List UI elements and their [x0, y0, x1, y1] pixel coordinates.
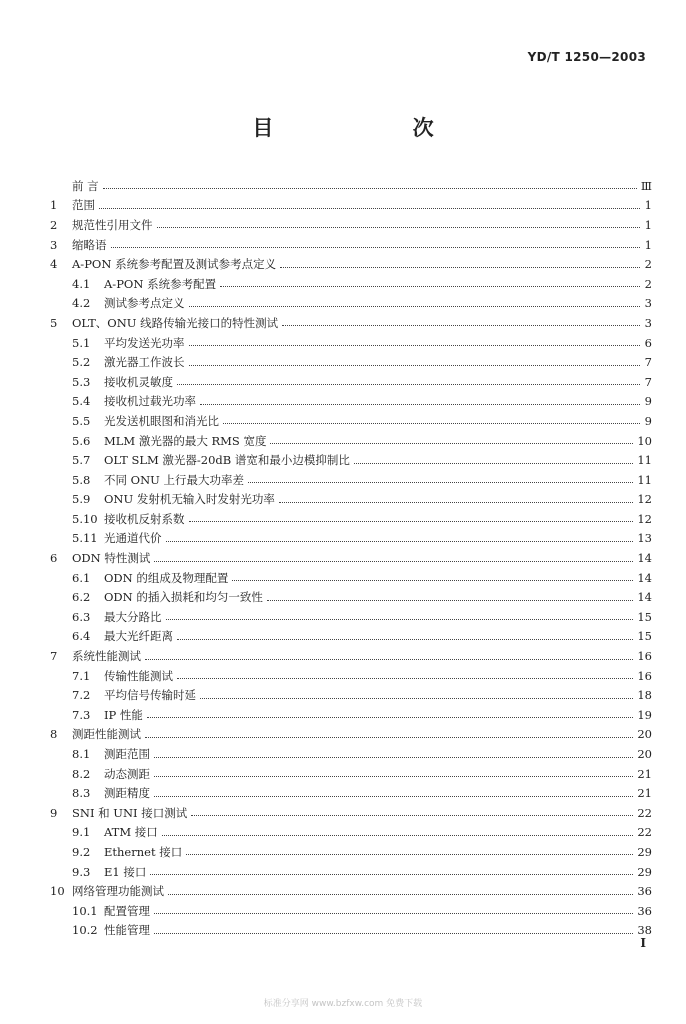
toc-dot-leader — [200, 404, 640, 405]
toc-entry — [50, 313, 652, 333]
toc-entry-number: 6 — [50, 551, 58, 566]
toc-entry — [50, 333, 652, 353]
toc-entry — [50, 235, 652, 255]
toc-entry-page: 16 — [637, 668, 652, 683]
toc-entry-number: 5.7 — [72, 453, 91, 468]
toc-entry — [50, 783, 652, 803]
toc-entry-number: 7.2 — [72, 688, 91, 703]
toc-dot-leader — [189, 345, 641, 346]
page-folio: Ⅰ — [640, 936, 646, 950]
toc-entry-page: 22 — [637, 825, 652, 840]
toc-entry-page: 38 — [637, 923, 652, 938]
toc-entry — [50, 490, 652, 510]
toc-entry-number: 9.1 — [72, 825, 91, 840]
toc-entry-label: 接收机灵敏度 — [104, 374, 173, 389]
toc-entry — [50, 862, 652, 882]
toc-entry — [50, 392, 652, 412]
toc-entry-page: 9 — [644, 413, 652, 428]
toc-dot-leader — [200, 698, 633, 699]
toc-entry-number: 2 — [50, 217, 58, 232]
toc-entry — [50, 725, 652, 745]
toc-entry — [50, 568, 652, 588]
toc-entry — [50, 196, 652, 216]
toc-dot-leader — [145, 659, 633, 660]
toc-entry-number: 5.8 — [72, 472, 91, 487]
toc-entry-label: 传输性能测试 — [104, 668, 173, 683]
toc-entry-number: 8 — [50, 727, 58, 742]
toc-entry — [50, 921, 652, 941]
toc-entry-number: 8.2 — [72, 766, 91, 781]
toc-entry-page: 3 — [644, 315, 652, 330]
toc-entry-label: 光发送机眼图和消光比 — [104, 413, 219, 428]
toc-entry-number: 6.3 — [72, 609, 91, 624]
toc-entry-page: 20 — [637, 727, 652, 742]
toc-entry-number: 4.1 — [72, 276, 91, 291]
toc-entry-page: 36 — [637, 884, 652, 899]
toc-entry — [50, 764, 652, 784]
toc-entry — [50, 294, 652, 314]
toc-entry-label: Ethernet 接口 — [104, 844, 183, 859]
toc-entry-label: 接收机过载光功率 — [104, 394, 196, 409]
toc-entry — [50, 254, 652, 274]
toc-entry-page: 18 — [637, 688, 652, 703]
toc-dot-leader — [177, 384, 640, 385]
toc-dot-leader — [189, 306, 641, 307]
toc-entry-number: 5.6 — [72, 433, 91, 448]
toc-entry-number: 10.1 — [72, 903, 98, 918]
toc-dot-leader — [270, 443, 633, 444]
toc-entry-label: MLM 激光器的最大 RMS 宽度 — [104, 433, 267, 448]
toc-dot-leader — [103, 188, 637, 189]
toc-entry-label: 网络管理功能测试 — [72, 884, 164, 899]
toc-dot-leader — [154, 776, 633, 777]
toc-entry-label: 缩略语 — [72, 237, 107, 252]
toc-entry-label: ONU 发射机无输入时发射光功率 — [104, 492, 275, 507]
toc-entry — [50, 215, 652, 235]
toc-entry-number: 7.3 — [72, 707, 91, 722]
toc-entry-number: 9.2 — [72, 844, 91, 859]
toc-entry-label: 测试参考点定义 — [104, 296, 185, 311]
toc-entry-page: 13 — [637, 531, 652, 546]
toc-entry-label: 激光器工作波长 — [104, 355, 185, 370]
toc-entry-page: 6 — [644, 335, 652, 350]
toc-dot-leader — [279, 502, 634, 503]
toc-entry-page: 12 — [637, 492, 652, 507]
toc-entry-number: 7.1 — [72, 668, 91, 683]
toc-entry-page: 1 — [644, 198, 652, 213]
toc-entry — [50, 352, 652, 372]
toc-entry-number: 4 — [50, 257, 58, 272]
toc-entry-page: 19 — [637, 707, 652, 722]
toc-entry-label: 性能管理 — [104, 923, 150, 938]
toc-entry — [50, 627, 652, 647]
toc-dot-leader — [166, 619, 634, 620]
toc-dot-leader — [111, 247, 641, 248]
toc-dot-leader — [145, 737, 633, 738]
toc-dot-leader — [154, 796, 633, 797]
toc-entry-number: 4.2 — [72, 296, 91, 311]
toc-dot-leader — [191, 815, 633, 816]
toc-entry-page: 12 — [637, 511, 652, 526]
toc-entry-page: 14 — [637, 590, 652, 605]
toc-entry-label: 不同 ONU 上行最大功率差 — [104, 472, 244, 487]
toc-entry-page: 16 — [637, 649, 652, 664]
toc-dot-leader — [267, 600, 633, 601]
toc-entry-page: 29 — [637, 864, 652, 879]
toc-entry-page: Ⅲ — [640, 178, 652, 193]
toc-entry-page: 9 — [644, 394, 652, 409]
toc-dot-leader — [154, 913, 633, 914]
toc-entry-page: 22 — [637, 805, 652, 820]
toc-entry-number: 5.10 — [72, 511, 98, 526]
toc-entry-page: 14 — [637, 570, 652, 585]
toc-entry — [50, 450, 652, 470]
toc-entry — [50, 881, 652, 901]
toc-entry-label: 动态测距 — [104, 766, 150, 781]
toc-entry-number: 6.1 — [72, 570, 91, 585]
toc-entry-label: ODN 特性测试 — [72, 551, 151, 566]
toc-entry — [50, 509, 652, 529]
toc-dot-leader — [154, 561, 633, 562]
toc-entry — [50, 372, 652, 392]
toc-entry — [50, 803, 652, 823]
toc-entry-page: 21 — [637, 786, 652, 801]
toc-entry — [50, 548, 652, 568]
toc-entry-label: 规范性引用文件 — [72, 217, 153, 232]
toc-entry-label: 接收机反射系数 — [104, 511, 185, 526]
toc-entry — [50, 529, 652, 549]
toc-entry-page: 1 — [644, 217, 652, 232]
toc-dot-leader — [282, 325, 640, 326]
toc-dot-leader — [354, 463, 633, 464]
toc-entry — [50, 646, 652, 666]
toc-entry-page: 29 — [637, 844, 652, 859]
toc-dot-leader — [189, 521, 634, 522]
toc-entry-number: 7 — [50, 649, 58, 664]
toc-entry — [50, 587, 652, 607]
toc-entry-label: OLT、ONU 线路传输光接口的特性测试 — [72, 315, 279, 330]
toc-entry-number: 5.9 — [72, 492, 91, 507]
toc-dot-leader — [162, 835, 634, 836]
toc-entry-label: 最大光纤距离 — [104, 629, 173, 644]
toc-entry-page: 2 — [644, 257, 652, 272]
toc-entry — [50, 685, 652, 705]
toc-entry-number: 1 — [50, 198, 58, 213]
toc-entry — [50, 666, 652, 686]
toc-dot-leader — [223, 423, 640, 424]
toc-entry-label: 平均信号传输时延 — [104, 688, 196, 703]
toc-entry-number: 5.5 — [72, 413, 91, 428]
toc-entry — [50, 470, 652, 490]
toc-entry — [50, 431, 652, 451]
toc-entry-label: IP 性能 — [104, 707, 143, 722]
toc-entry-page: 7 — [644, 374, 652, 389]
toc-entry-number: 9 — [50, 805, 58, 820]
toc-entry-label: ATM 接口 — [104, 825, 158, 840]
toc-entry-label: 配置管理 — [104, 903, 150, 918]
toc-dot-leader — [177, 639, 633, 640]
toc-entry-page: 2 — [644, 276, 652, 291]
toc-entry-page: 15 — [637, 609, 652, 624]
toc-entry-label: E1 接口 — [104, 864, 147, 879]
toc-entry — [50, 744, 652, 764]
toc-entry-number: 10.2 — [72, 923, 98, 938]
toc-entry-number: 5.1 — [72, 335, 91, 350]
toc-dot-leader — [147, 717, 633, 718]
toc-entry — [50, 274, 652, 294]
toc-entry-label: 平均发送光功率 — [104, 335, 185, 350]
toc-entry-page: 11 — [637, 472, 652, 487]
toc-dot-leader — [220, 286, 640, 287]
toc-dot-leader — [280, 267, 640, 268]
toc-dot-leader — [248, 482, 633, 483]
toc-entry-page: 7 — [644, 355, 652, 370]
toc-entry-number: 5 — [50, 315, 58, 330]
toc-entry-page: 21 — [637, 766, 652, 781]
toc-entry-page: 20 — [637, 747, 652, 762]
toc-dot-leader — [99, 208, 640, 209]
toc-entry — [50, 842, 652, 862]
toc-entry-number: 5.3 — [72, 374, 91, 389]
page-title: 目 次 — [252, 116, 500, 140]
watermark: 标准分享网 www.bzfxw.com 免费下载 — [263, 999, 423, 1009]
toc-entry-number: 6.4 — [72, 629, 91, 644]
toc-entry — [50, 176, 652, 196]
toc-entry-label: 系统性能测试 — [72, 649, 141, 664]
toc-entry-number: 10 — [50, 884, 65, 899]
toc-entry-label: SNI 和 UNI 接口测试 — [72, 805, 188, 820]
toc-entry-page: 1 — [644, 237, 652, 252]
table-of-contents — [50, 176, 652, 940]
toc-entry-number: 5.4 — [72, 394, 91, 409]
toc-entry — [50, 823, 652, 843]
toc-dot-leader — [157, 227, 641, 228]
toc-entry-page: 11 — [637, 453, 652, 468]
toc-entry-number: 5.2 — [72, 355, 91, 370]
toc-dot-leader — [154, 757, 633, 758]
toc-entry-label: ODN 的组成及物理配置 — [104, 570, 229, 585]
toc-entry-page: 15 — [637, 629, 652, 644]
toc-dot-leader — [168, 894, 633, 895]
toc-entry-number: 5.11 — [72, 531, 98, 546]
toc-entry-label: 最大分路比 — [104, 609, 162, 624]
toc-dot-leader — [177, 678, 633, 679]
toc-entry-label: 范围 — [72, 198, 95, 213]
toc-dot-leader — [232, 580, 633, 581]
toc-dot-leader — [189, 365, 641, 366]
toc-entry-number: 6.2 — [72, 590, 91, 605]
toc-dot-leader — [166, 541, 634, 542]
toc-dot-leader — [150, 874, 633, 875]
toc-entry-label: 前 言 — [72, 178, 99, 193]
standard-number: YD/T 1250—2003 — [527, 50, 646, 64]
toc-entry-label: OLT SLM 激光器-20dB 谱宽和最小边模抑制比 — [104, 453, 350, 468]
toc-entry-label: A-PON 系统参考配置 — [104, 276, 217, 291]
toc-dot-leader — [154, 933, 633, 934]
toc-entry-page: 36 — [637, 903, 652, 918]
toc-entry-number: 9.3 — [72, 864, 91, 879]
toc-entry-label: 测距性能测试 — [72, 727, 141, 742]
toc-entry-label: 测距范围 — [104, 747, 150, 762]
toc-entry-page: 3 — [644, 296, 652, 311]
toc-entry — [50, 607, 652, 627]
toc-entry-label: A-PON 系统参考配置及测试参考点定义 — [72, 257, 277, 272]
toc-entry-number: 8.1 — [72, 747, 91, 762]
toc-entry — [50, 411, 652, 431]
toc-entry-page: 10 — [637, 433, 652, 448]
toc-entry-number: 8.3 — [72, 786, 91, 801]
toc-entry-page: 14 — [637, 551, 652, 566]
toc-entry-label: 测距精度 — [104, 786, 150, 801]
toc-entry-number: 3 — [50, 237, 58, 252]
toc-dot-leader — [186, 854, 633, 855]
toc-entry — [50, 901, 652, 921]
toc-entry-label: 光通道代价 — [104, 531, 162, 546]
toc-entry — [50, 705, 652, 725]
toc-entry-label: ODN 的插入损耗和均匀一致性 — [104, 590, 263, 605]
